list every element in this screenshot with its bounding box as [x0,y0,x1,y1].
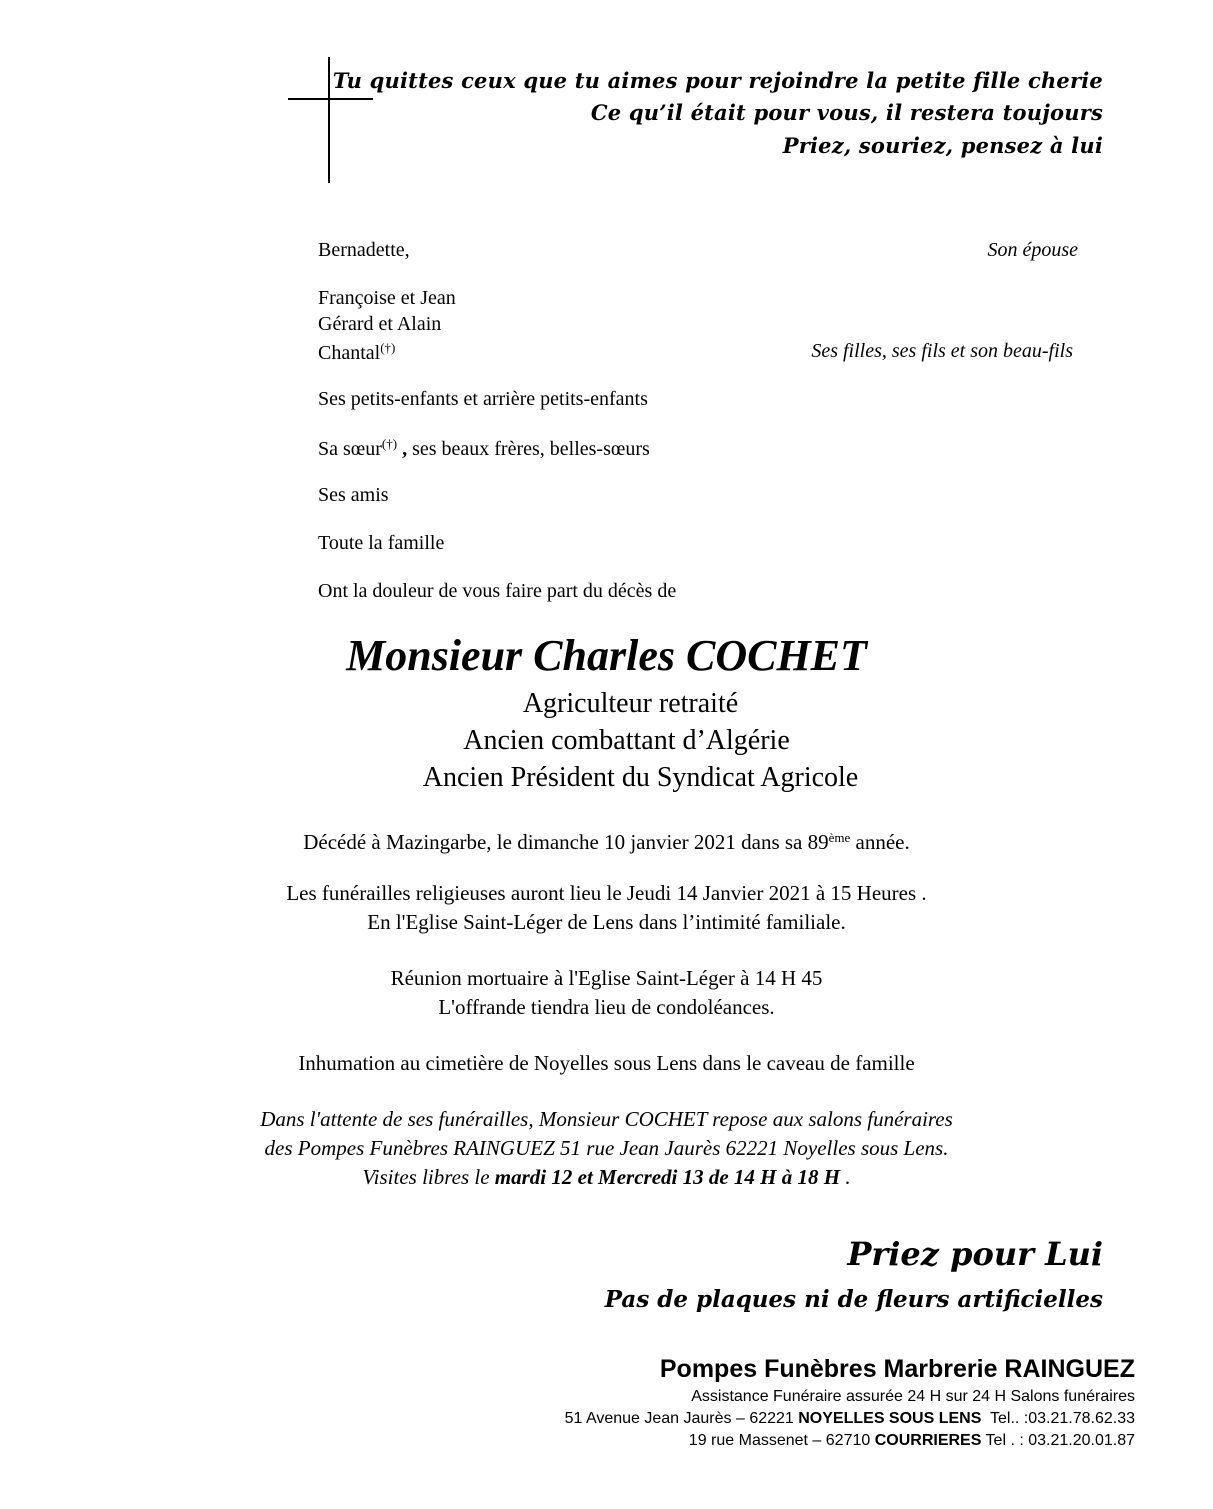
visits-text: Visites libres le [362,1165,495,1189]
family-line: Toute la famille [318,532,445,554]
children-role: Ses filles, ses fils et son beau-fils [811,340,1073,362]
announce-line: Ont la douleur de vous faire part du décès de [318,580,677,602]
company-name: Pompes Funèbres Marbrerie RAINGUEZ [659,1355,1135,1383]
address-2-street: 19 rue Massenet – 62710 [688,1432,875,1449]
address-2-city: COURRIERES [874,1432,982,1449]
address-1-city: NOYELLES SOUS LENS [798,1410,982,1427]
meeting-line-2: L'offrande tiendra lieu de condoléances. [438,995,775,1019]
children-line-3 [318,340,395,365]
rest-line-2: des Pompes Funèbres RAINGUEZ 51 rue Jean Jaurès 62221 Noyelles sous Lens. [264,1136,949,1160]
poem-line-1: Tu quittes ceux que tu aimes pour rejoindre la petite fille cherie [332,68,1103,93]
wife-role: Son épouse [987,239,1078,261]
death-text-end: année. [850,830,910,854]
visits-text-end: . [840,1165,851,1189]
cross-vertical-bar [328,57,330,183]
burial-line: Inhumation au cimetière de Noyelles sous Lens dans le caveau de famille [298,1051,915,1075]
sister-separator: , [402,438,408,460]
death-ordinal: ème [828,830,851,845]
company-address-1 [565,1410,1135,1428]
deceased-mark: (†) [380,340,396,355]
deceased-title-2: Ancien combattant d’Algérie [463,725,790,756]
cross-horizontal-bar [288,98,373,100]
sister-deceased-mark: (†) [381,436,398,451]
sister-rest: ses beaux frères, belles-sœurs [412,438,650,460]
visits-dates: mardi 12 et Mercredi 13 de 14 H à 18 H [494,1165,841,1189]
wife-name: Bernadette, [318,239,410,261]
death-text: Décédé à Mazingarbe, le dimanche 10 janvier 2021 dans sa 89 [303,830,829,854]
funeral-line-1: Les funérailles religieuses auront lieu le Jeudi 14 Janvier 2021 à 15 Heures . [286,881,927,905]
child-name-chantal: Chantal [318,342,381,364]
address-2-phone: Tel . : 03.21.20.01.87 [981,1432,1135,1449]
address-1-phone: Tel.. :03.21.78.62.33 [981,1410,1135,1427]
visits-line [0,1163,1213,1192]
poem-line-3: Priez, souriez, pensez à lui [782,133,1103,158]
friends-line: Ses amis [318,484,389,506]
sister-label: Sa sœur [318,438,382,460]
funeral-line-2: En l'Eglise Saint-Léger de Lens dans l’intimité familiale. [367,910,846,934]
children-line-1: Françoise et Jean [318,287,456,309]
children-line-2: Gérard et Alain [318,313,442,335]
death-line [0,823,1213,857]
company-address-2 [689,1432,1135,1450]
sister-line [318,436,650,461]
grandchildren-line: Ses petits-enfants et arrière petits-enfants [318,388,648,410]
meeting-line-1: Réunion mortuaire à l'Eglise Saint-Léger à 14 H 45 [390,966,823,990]
deceased-title-3: Ancien Président du Syndicat Agricole [422,762,859,793]
address-1-street: 51 Avenue Jean Jaurès – 62221 [564,1410,799,1427]
poem-line-2: Ce qu’il était pour vous, il restera toujours [590,100,1103,125]
pray-for-him: Priez pour Lui [847,1235,1103,1273]
rest-line-1: Dans l'attente de ses funérailles, Monsieur COCHET repose aux salons funéraires [260,1107,953,1131]
company-tagline: Assistance Funéraire assurée 24 H sur 24 H Salons funéraires [691,1388,1135,1405]
no-flowers-note: Pas de plaques ni de fleurs artificielles [604,1286,1103,1313]
deceased-name: Monsieur Charles COCHET [346,631,867,680]
deceased-title-1: Agriculteur retraité [522,688,739,719]
